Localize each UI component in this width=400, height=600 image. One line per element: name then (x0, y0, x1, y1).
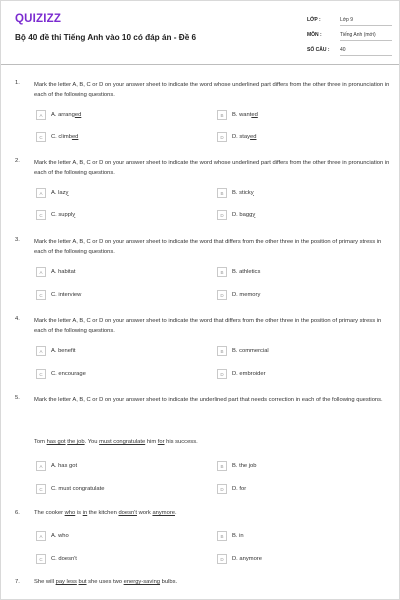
option-label: B. sticky (232, 189, 254, 196)
document-title: Bộ 40 đề thi Tiếng Anh vào 10 có đáp án - Đề 6 (15, 33, 197, 42)
meta-value: Tiếng Anh (mới) (340, 32, 376, 38)
option-letter-box: A (36, 110, 46, 120)
option-letter-box: A (36, 461, 46, 471)
option-letter-box: A (36, 531, 46, 541)
option-label: A. who (51, 532, 69, 539)
meta-value: Lớp 9 (340, 17, 354, 23)
quizizz-logo: QUIZIZZ (15, 13, 62, 25)
option-label: D. stayed (232, 133, 257, 140)
question-number: 7. (15, 579, 20, 585)
meta-underline (340, 55, 392, 56)
option-label: C. encourage (51, 370, 86, 377)
question-number: 2. (15, 158, 20, 164)
option-letter-box: C (36, 554, 46, 564)
option-label: A. lazy (51, 189, 69, 196)
worksheet-header (1, 1, 400, 65)
option-label: B. in (232, 532, 244, 539)
option-label: D. memory (232, 291, 261, 298)
question-number: 5. (15, 395, 20, 401)
option-label: C. interview (51, 291, 82, 298)
meta-underline (340, 40, 392, 41)
option-label: C. supply (51, 211, 76, 218)
option-label: C. climbed (51, 133, 79, 140)
option-letter-box: B (217, 346, 227, 356)
meta-label: LỚP : (307, 17, 321, 23)
option-label: C. doesn't (51, 555, 77, 562)
option-letter-box: D (217, 554, 227, 564)
question-stem: The cooker who is in the kitchen doesn't work anymore. (34, 510, 177, 516)
question-number: 6. (15, 510, 20, 516)
option-letter-box: C (36, 132, 46, 142)
question-number: 1. (15, 80, 20, 86)
option-letter-box: C (36, 290, 46, 300)
question-instruction: Mark the letter A, B, C or D on your answer sheet to indicate the word whose underlined part differs from the other three in pronunciation in each of the following questions. (34, 160, 390, 176)
option-label: B. wanted (232, 111, 258, 118)
option-letter-box: B (217, 110, 227, 120)
option-letter-box: A (36, 346, 46, 356)
question-stem: She will pay less but she uses two energy-saving bulbs. (34, 579, 178, 585)
option-letter-box: A (36, 267, 46, 277)
option-letter-box: B (217, 461, 227, 471)
option-letter-box: D (217, 210, 227, 220)
option-letter-box: D (217, 369, 227, 379)
option-label: D. for (232, 485, 247, 492)
option-letter-box: A (36, 188, 46, 198)
option-label: B. commercial (232, 347, 269, 354)
option-letter-box: D (217, 132, 227, 142)
question-instruction: Mark the letter A, B, C or D on your answer sheet to indicate the underlined part that needs correction in each of the following questions. (34, 397, 383, 403)
question-number: 3. (15, 237, 20, 243)
option-label: D. embroider (232, 370, 266, 377)
option-label: D. anymore (232, 555, 262, 562)
question-instruction: Mark the letter A, B, C or D on your answer sheet to indicate the word that differs from the other three in the position of primary stress in each of the following questions. (34, 239, 382, 255)
option-label: A. benefit (51, 347, 76, 354)
option-label: C. must congratulate (51, 485, 105, 492)
question-stem: Tom has got the job. You must congratulate him for his success. (34, 439, 198, 445)
option-letter-box: B (217, 531, 227, 541)
option-letter-box: C (36, 484, 46, 494)
question-number: 4. (15, 316, 20, 322)
option-label: B. athletics (232, 268, 261, 275)
option-letter-box: C (36, 369, 46, 379)
meta-label: MÔN : (307, 32, 322, 38)
question-instruction: Mark the letter A, B, C or D on your answer sheet to indicate the word that differs from the other three in the position of primary stress in each of the following questions. (34, 318, 382, 334)
meta-value: 40 (340, 47, 346, 53)
option-letter-box: C (36, 210, 46, 220)
option-label: D. baggy (232, 211, 256, 218)
option-label: A. has got (51, 462, 78, 469)
meta-underline (340, 25, 392, 26)
meta-label: SỐ CÂU : (307, 47, 330, 53)
option-letter-box: D (217, 484, 227, 494)
option-letter-box: B (217, 267, 227, 277)
option-letter-box: D (217, 290, 227, 300)
option-label: A. habitat (51, 268, 76, 275)
option-label: A. arranged (51, 111, 82, 118)
question-instruction: Mark the letter A, B, C or D on your answer sheet to indicate the word whose underlined part differs from the other three in pronunciation in each of the following questions. (34, 82, 390, 98)
option-letter-box: B (217, 188, 227, 198)
option-label: B. the job (232, 462, 257, 469)
